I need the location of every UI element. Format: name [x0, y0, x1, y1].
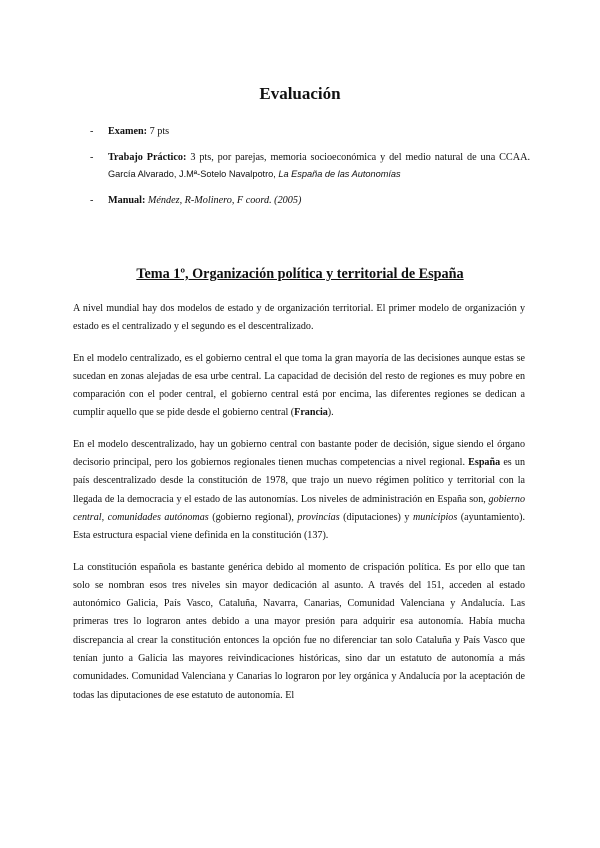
practical-work-book: La España de las Autonomías [278, 169, 401, 179]
list-item-exam [90, 124, 530, 140]
section-title: Tema 1º, Organización política y territorial de España [136, 266, 464, 282]
manual-label: Manual: [108, 195, 146, 206]
france-bold: Francia [294, 407, 328, 419]
municipalities-italic: municipios [412, 511, 458, 523]
page-title: Evaluación [259, 84, 341, 103]
paragraph-2: En el modelo centralizado, es el gobierno central el que toma la gran mayoría de las decisiones aunque estas se sucedan en zonas alejadas de esa urbe central. La capacidad de decisión del resto de regiones es muy pobre en comparación con el poder central, el gobierno central está por encima, las diferentes regiones se dedican a cumplir aquello que se pide desde el gobierno central (Francia). [73, 352, 525, 419]
list-item-manual [90, 193, 530, 209]
practical-work-label: Trabajo Práctico: [108, 152, 187, 163]
paragraph-3: En el modelo descentralizado, hay un gobierno central con bastante poder de decisión, sigue siendo el órgano decisorio principal, pero los gobiernos regionales tienen muchas competencias a nivel regional. España es un país descentralizado desde la constitución de 1978, que trajo un nuevo régimen político y territorial con la llegada de la democracia y el estado de las autonomías. Los niveles de administración en España son, gobierno central, comunidades autónomas (gobierno regional), provincias (diputaciones) y municipios (ayuntamiento). Esta estructura espacial viene definida en la constitución (137). [73, 438, 525, 542]
manual-text: Méndez, R-Molinero, F coord. (2005) [145, 195, 302, 206]
exam-text: 7 pts [147, 126, 170, 137]
bullet-dash: - [90, 126, 94, 137]
exam-label: Examen: [108, 126, 148, 137]
body-text [73, 300, 525, 718]
evaluation-list [90, 124, 530, 219]
paragraph-4: La constitución española es bastante genérica debido al momento de crispación política. Es por ello que tan solo se nombran esos tres niveles sin mayor dedicación al asunto. A través del 151, acceden al estado autonómico Galicia, País Vasco, Cataluña, Navarra, Canarias, Comunidad Valenciana y Andalucía. Las primeras tres lo lograron antes debido a una mayor presión para adquirir esa autonomía. Había mucha discrepancia al crear la constitución entonces la opción fue no diferenciar tan solo Cataluña y País Vasco que tenían junto a Galicia las mayores reivindicaciones históricas, sino dar un estatuto de autonomía a más comunidades. Comunidad Valenciana y Canarias lo lograron por ley orgánica y Andalucía por la aceptación de todas las diputaciones de ese estatuto de autonomía. El [73, 561, 525, 701]
admin-levels-italic: gobierno central, comunidades autónomas [73, 493, 525, 523]
bullet-dash: - [90, 195, 94, 206]
practical-work-text: 3 pts, por parejas, memoria socioeconómica y del medio natural de una CCAA. [186, 152, 530, 163]
spain-bold: España [468, 457, 501, 469]
paragraph-1: A nivel mundial hay dos modelos de estado y de organización territorial. El primer modelo de organización y estado es el centralizado y el segundo es el descentralizado. [73, 303, 525, 333]
list-item-practical-work [90, 150, 530, 183]
practical-work-authors: García Alvarado, J.Mª-Sotelo Navalpotro, [108, 169, 279, 179]
provinces-italic: provincias [297, 511, 340, 523]
bullet-dash: - [90, 152, 94, 163]
